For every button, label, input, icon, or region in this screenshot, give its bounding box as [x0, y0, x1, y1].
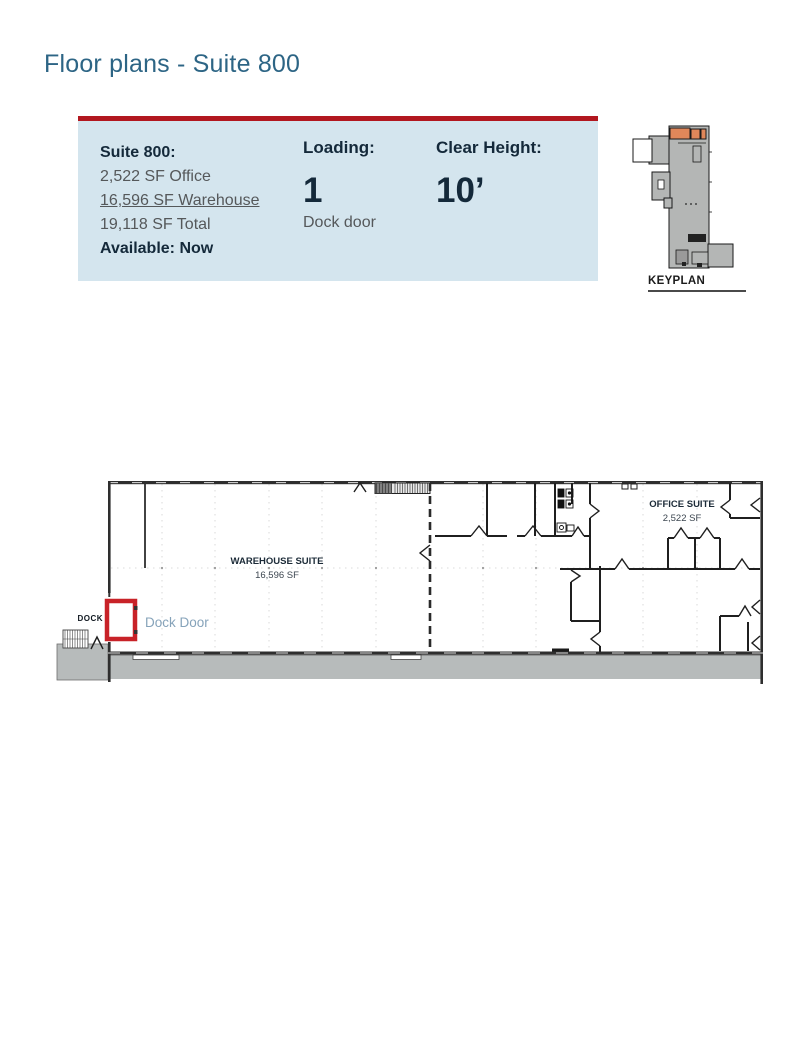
dock-door-marker [107, 601, 135, 639]
dock-door-latch-top [134, 606, 138, 610]
floor-plan-svg [55, 456, 775, 691]
dock-door-latch-bottom [134, 630, 138, 634]
suite-details [100, 141, 260, 261]
loading-label: Loading: [303, 138, 375, 157]
stairs [375, 483, 430, 494]
total-sf: 19,118 SF Total [100, 216, 211, 233]
warehouse-suite-label: WAREHOUSE SUITE [230, 556, 324, 567]
loading-block [303, 138, 376, 232]
exterior-stairs [63, 630, 88, 648]
dock-door-label: Dock Door [145, 615, 209, 630]
loading-unit: Dock door [303, 214, 376, 231]
keyplan-svg [622, 112, 757, 274]
availability: Available: Now [100, 240, 214, 257]
keyplan-map [622, 112, 757, 274]
dock-label: DOCK [77, 614, 103, 623]
office-suite-label: OFFICE SUITE [649, 499, 715, 510]
clear-height-value: 10’ [436, 171, 485, 210]
suite-heading: Suite 800: [100, 144, 176, 161]
keyplan-suite-highlight [670, 128, 690, 139]
loading-value: 1 [303, 171, 323, 210]
exterior-walls [108, 481, 763, 684]
suite-summary-panel [78, 121, 598, 281]
clear-height-block [436, 138, 542, 208]
page-title: Floor plans - Suite 800 [44, 50, 301, 78]
sidewalk [57, 644, 761, 680]
office-suite-area: 2,522 SF [662, 513, 702, 524]
keyplan-caption: KEYPLAN [648, 275, 746, 292]
floor-plan [55, 456, 775, 691]
warehouse-sf: 16,596 SF Warehouse [100, 192, 260, 209]
office-sf: 2,522 SF Office [100, 168, 211, 185]
clear-height-label: Clear Height: [436, 138, 542, 157]
warehouse-suite-area: 16,596 SF [255, 570, 299, 581]
